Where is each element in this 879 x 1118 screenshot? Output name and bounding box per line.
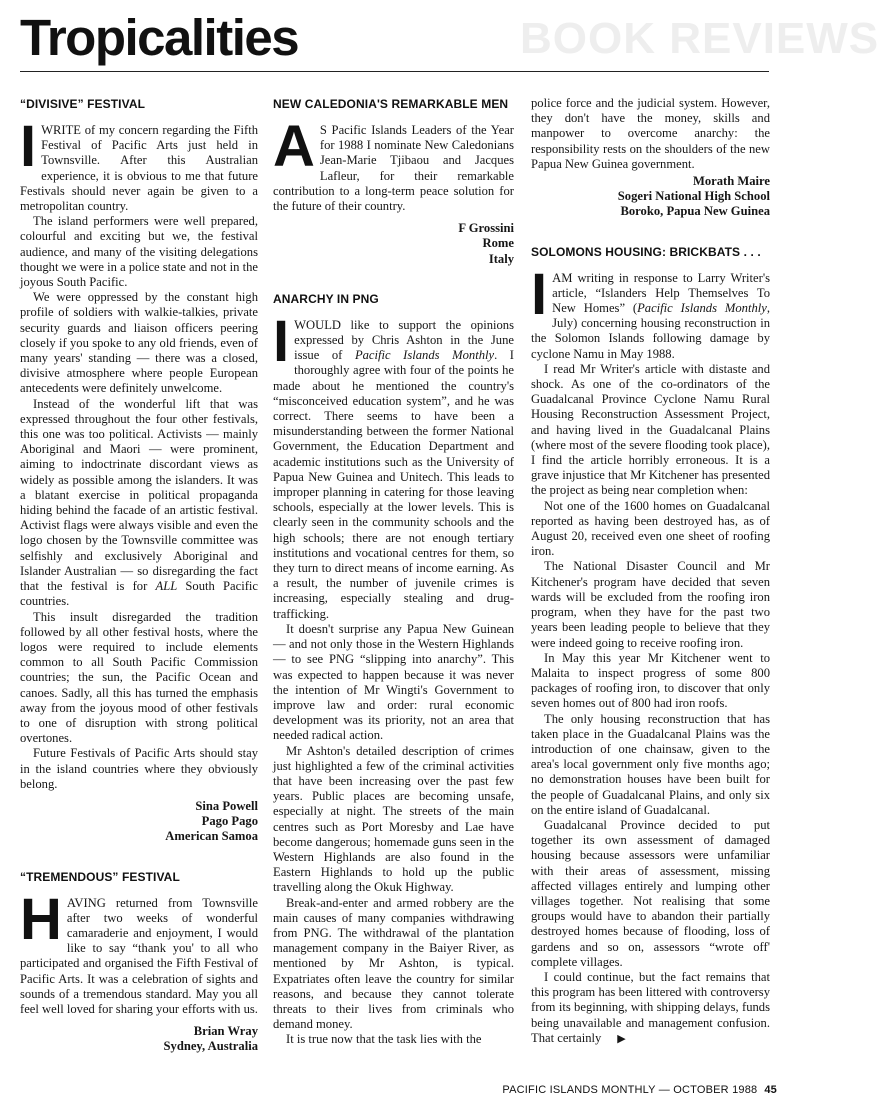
author-location: Rome	[482, 236, 514, 251]
page-number: 45	[764, 1084, 777, 1096]
paragraph-text: AM writing in response to Larry Writer's article, “Islanders Help Themselves To New Homes” (	[552, 270, 770, 316]
signature-block	[20, 799, 258, 845]
paragraph	[273, 308, 514, 622]
paragraph: We were oppressed by the constant high profile of soldiers with walkie-talkies, private security guards and liaison officers peering closely if you spoke to any old friends, even of many years' standing — there was a closed, divisive atmosphere where people European antecedents were definitely unwelcome.	[20, 290, 258, 396]
paragraph-text: S Pacific Islands Leaders of the Year for 1988 I nominate New Caledonians Jean-Marie Tjibaou and Jacques Lafleur, for their remarkable contribution to a long-term peace solution for the future of their country.	[273, 123, 514, 214]
paragraph-text: WOULD like to support the opinions expressed by Chris Ashton in the June issue of	[294, 317, 514, 363]
paragraph: This insult disregarded the tradition followed by all other festival hosts, where the logos were required to include elements common to all South Pacific Commission countries; the sun, the Pacific Ocean and canoes. Sadly, all this has turned the emphasis away from the joyous mood of other festivals to one of disruption with strong political overtones.	[20, 609, 258, 746]
paragraph-continued: police force and the judicial system. However, they don't have the money, skills and manpower to overcome anarchy: the responsibility rests on the shoulders of the new Papua New Guinea government.	[531, 96, 770, 171]
paragraph-text: AVING returned from Townsville after two weeks of wonderful camaraderie and enjoyment, I would like to say “thank you' to all who participated and organised the Fifth Festival of Pacific Arts. It was a celebration of sights and sounds of a tremendous standard. May you all feel well loved for sharing your efforts with us.	[20, 895, 258, 1016]
paragraph: The island performers were well prepared, colourful and exciting but we, the festival audience, and many of the visiting delegations thought we were in a police state and not in the joyous South Pacific.	[20, 214, 258, 290]
page-title: Tropicalities	[20, 9, 299, 66]
paragraph: Mr Ashton's detailed description of crimes just highlighted a few of the criminal activities that have been increasing over the past few years. Public places are becoming unsafe, especially at night. The streets of the main centres such as Port Moresby and Lae have become dangerous; homemade guns seen in the Western Highlands are also found in the Eastern Highlands to hold up the public travelling along the Okuk Highway.	[273, 743, 514, 895]
title-rule	[20, 71, 769, 72]
author-location: Boroko, Papua New Guinea	[620, 204, 770, 219]
paragraph-text: Instead of the wonderful lift that was expressed throughout the four other festivals, this one was too political. Activists — mainly Aboriginal and Maori — were prominent, aiming to indoctrinate discordant views as widely as possible among the islanders. It was a blatant exercise in political propaganda hiding behind the facade of an artistic festival. Activist flags were always visible and even the logo chosen by the Townsville committee was selfishly and exclusively Aboriginal and Islander Australian — so disregarding the fact that the festival is for	[20, 396, 258, 594]
author-name: F Grossini	[458, 221, 514, 236]
paragraph	[20, 114, 258, 214]
bleed-through-header: BOOK REVIEWS	[520, 14, 879, 63]
paragraph: Future Festivals of Pacific Arts should stay in the island countries where they obviously belong.	[20, 746, 258, 791]
signature-block	[273, 221, 514, 267]
paragraph: Not one of the 1600 homes on Guadalcanal reported as having been destroyed has, as of August 20, received even one sheet of roofing iron.	[531, 498, 770, 559]
author-name: Brian Wray	[193, 1024, 258, 1039]
drop-cap: I	[273, 308, 290, 374]
drop-cap: I	[20, 114, 37, 179]
paragraph	[531, 261, 770, 362]
paragraph: It is true now that the task lies with the	[286, 1032, 482, 1047]
column-3	[531, 96, 770, 1047]
paragraph: Break-and-enter and armed robbery are the main causes of many companies withdrawing from PNG. The withdrawal of the plantation management company in the Baiyer River, as mentioned by Mr Ashton, is typical. Expatriates often leave the country for similar reasons, and because they cannot tolerate threats to their lives from criminals who demand money.	[273, 895, 514, 1032]
paragraph	[20, 886, 258, 1018]
drop-cap: I	[531, 261, 548, 327]
emphasis: Pacific Islands Monthly	[354, 348, 495, 363]
column-1	[20, 96, 258, 1055]
paragraph-text: South Pacific countries.	[20, 579, 258, 609]
paragraph-text: WRITE of my concern regarding the Fifth Festival of Pacific Arts just held in Townsville. After this Australian experience, it is obvious to me that future Festivals should never again be given to a metropolitan country.	[20, 123, 258, 214]
paragraph	[20, 397, 258, 610]
publication-name: PACIFIC ISLANDS MONTHLY — OCTOBER 1988	[502, 1084, 758, 1096]
drop-cap: H	[20, 886, 62, 952]
continue-arrow-icon: ▶	[617, 1032, 626, 1045]
signature-block	[531, 174, 770, 220]
page-footer	[502, 1084, 777, 1096]
heading-solomons-housing: SOLOMONS HOUSING: BRICKBATS . . .	[531, 244, 761, 259]
heading-tremendous-festival: “TREMENDOUS” FESTIVAL	[20, 869, 180, 884]
paragraph: The National Disaster Council and Mr Kitchener's program have decided that seven wards will be excluded from the roofing iron program, when they have for the past two years been leading people to believe that they were indeed going to receive roofing iron.	[531, 559, 770, 650]
paragraph	[273, 114, 514, 214]
paragraph: Guadalcanal Province decided to put together its own assessment of damaged housing because assessors were unfamiliar with their areas of assessment, missing affected villages entirely and lumping other villages together. Not realising that some groups would have to abandon their partially destroyed homes because of flooding, loss of gardens and so on, assessors “wrote off' complete villages.	[531, 817, 770, 969]
author-name: Morath Maire	[692, 174, 770, 189]
paragraph: I read Mr Writer's article with distaste and shock. As one of the co-ordinators of the Guadalcanal Province Cyclone Namu Rural Housing Reconstruction Assessment Project, and having lived in the Guadalcanal Plains (where most of the severe flooding took place), I find the article horribly erroneous. It is a grave injustice that Mr Kitchener has presented the project as being near completion when:	[531, 361, 770, 498]
paragraph: In May this year Mr Kitchener went to Malaita to inspect progress of some 800 packages of roofing iron, to discover that only seven homes out of 800 had iron roofs.	[531, 650, 770, 711]
paragraph: The only housing reconstruction that has taken place in the Guadalcanal Plains was the introduction of one chainsaw, given to the area's local government only five months ago; no demonstration houses have been built for the people of Guadalcanal Plains, and only six on the entire island of Guadalcanal.	[531, 711, 770, 817]
paragraph-text: . I thoroughly agree with four of the points he made about he mentioned the country's “misconceived education system”, and he was correct. There seems to have been a misunderstanding between the former National Government, the Education Department and academic institutions such as the University of Papua New Guinea and Unitech. This leads to improper planning in catering for those leaving schools, especially at the lower levels. This is clearly seen in the community schools and the high schools; there are not enough tertiary institutions and vocational centres for them, so they turn to direct means of income earning. As a result, the number of juvenile crimes is increasing, especially stealing and drug-trafficking.	[273, 348, 514, 621]
emphasis: Pacific Islands Monthly	[637, 301, 767, 316]
author-location: Sydney, Australia	[163, 1039, 258, 1054]
drop-cap: A	[273, 114, 315, 179]
heading-anarchy-in-png: ANARCHY IN PNG	[273, 291, 379, 306]
emphasis: ALL	[155, 579, 178, 594]
heading-divisive-festival: “DIVISIVE” FESTIVAL	[20, 97, 146, 111]
paragraph-text: I could continue, but the fact remains that this program has been littered with controversy from its beginning, with shipping delays, funds being unavailable and management confusion. That certainly	[531, 969, 770, 1045]
paragraph-text: , July) concerning housing reconstruction in the Solomon Islands following damage by cyclone Namu in May 1988.	[531, 301, 770, 361]
author-location: Italy	[488, 251, 514, 266]
author-name: Sina Powell	[195, 798, 258, 813]
author-school: Sogeri National High School	[617, 189, 770, 204]
signature-block	[20, 1024, 258, 1054]
column-2	[273, 96, 514, 1048]
heading-new-caledonia: NEW CALEDONIA'S REMARKABLE MEN	[273, 97, 509, 111]
author-location: Pago Pago	[201, 814, 258, 829]
paragraph: It doesn't surprise any Papua New Guinean — and not only those in the Western Highlands — to see PNG “slipping into anarchy”. This was expected to happen because it was never the intention of Mr Wingti's Government to improve law and order: rural economic development was its priority, not an area that needed radical action.	[273, 621, 514, 743]
author-location: American Samoa	[165, 829, 258, 844]
paragraph	[531, 970, 770, 1047]
